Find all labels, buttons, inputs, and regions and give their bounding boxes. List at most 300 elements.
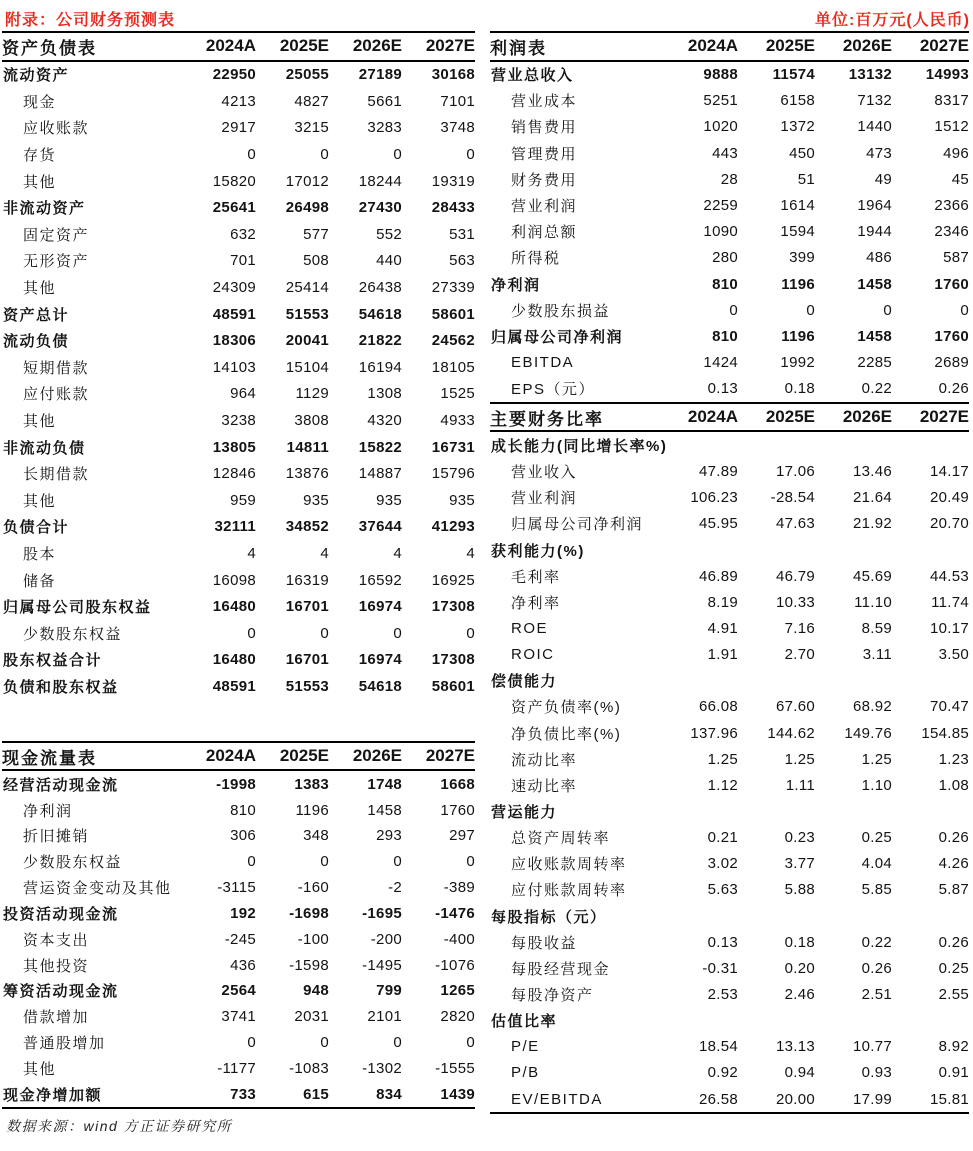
- cash-flow-header: [2, 741, 475, 772]
- cell-value: -100: [297, 930, 329, 948]
- year-column-header: 2024A: [205, 746, 256, 765]
- table-row: [2, 1081, 475, 1107]
- cell-value: 2259: [703, 197, 738, 215]
- table-row: [490, 511, 969, 537]
- cell-value: 4.91: [707, 619, 738, 637]
- cell-value: 8.59: [861, 619, 892, 637]
- cell-value: 1196: [781, 327, 815, 345]
- cell-value: 508: [303, 252, 329, 270]
- cell-value: 11.10: [854, 593, 892, 611]
- cash-flow-table: [2, 741, 477, 1109]
- table-title: 资产负债表: [2, 38, 97, 58]
- cell-value: 1512: [934, 118, 969, 136]
- cell-value: 0.23: [784, 829, 815, 847]
- cell-value: 0.92: [707, 1064, 738, 1082]
- year-column-header: 2025E: [279, 36, 329, 56]
- table-row: [490, 459, 969, 485]
- page-title: 附录：公司财务预测表: [5, 12, 176, 29]
- cell-value: 30168: [431, 66, 475, 84]
- cell-value: 1760: [440, 801, 475, 819]
- table-row: [2, 168, 475, 195]
- cell-value: 1308: [367, 385, 402, 403]
- cell-value: 1424: [703, 354, 738, 372]
- table-row: [2, 62, 475, 89]
- table-row: [2, 567, 475, 594]
- cell-value: 51553: [285, 305, 329, 323]
- row-label: P/E: [511, 1038, 540, 1056]
- row-label: 归属母公司净利润: [491, 328, 624, 346]
- row-label: 筹资活动现金流: [3, 983, 119, 1001]
- row-label: 非流动负债: [3, 439, 86, 457]
- cell-value: 2689: [934, 354, 969, 372]
- cell-value: 14.17: [929, 463, 969, 481]
- cell-value: 18.54: [698, 1038, 738, 1056]
- row-label: 财务费用: [511, 171, 578, 189]
- cell-value: -3115: [217, 879, 256, 897]
- row-label: 利润总额: [511, 224, 578, 242]
- cell-value: 28433: [431, 199, 475, 217]
- row-label: 成长能力(同比增长率%): [491, 438, 668, 455]
- cell-value: 948: [303, 982, 329, 1000]
- cell-value: 810: [712, 327, 738, 345]
- cell-value: 2031: [294, 1008, 329, 1026]
- cell-value: 935: [449, 491, 475, 509]
- cell-value: 2.70: [784, 646, 815, 664]
- cell-value: 3.77: [784, 855, 815, 873]
- cash-flow-body: [2, 771, 475, 1109]
- row-label: 应收账款周转率: [511, 856, 627, 874]
- row-label: EPS（元）: [511, 381, 596, 399]
- row-label: 所得税: [511, 250, 561, 268]
- table-row: [490, 903, 969, 929]
- cell-value: 1.12: [707, 776, 738, 794]
- cell-value: 26498: [285, 199, 329, 217]
- cell-value: 10.33: [775, 593, 815, 611]
- table-row: [490, 271, 969, 297]
- cell-value: 4933: [440, 412, 475, 430]
- row-label: 其他: [23, 173, 57, 191]
- year-column-header: 2026E: [842, 36, 892, 56]
- row-label: 归属母公司股东权益: [3, 599, 152, 617]
- cell-value: 22950: [212, 66, 256, 84]
- cell-value: 149.76: [844, 724, 892, 742]
- cell-value: 1129: [295, 385, 329, 403]
- cell-value: 1525: [440, 385, 475, 403]
- row-label: 资产总计: [3, 306, 70, 324]
- cell-value: 4.26: [938, 855, 969, 873]
- cell-value: 1372: [780, 118, 815, 136]
- cell-value: 20.70: [929, 515, 969, 533]
- table-row: [2, 540, 475, 567]
- cell-value: 16480: [212, 651, 256, 669]
- year-column-header: 2027E: [425, 746, 475, 765]
- cell-value: 0.25: [861, 829, 892, 847]
- source-note: 数据来源：wind 方正证券研究所: [6, 1118, 233, 1135]
- cell-value: -28.54: [770, 489, 815, 507]
- cell-value: 0.26: [861, 959, 892, 977]
- cell-value: 1.25: [784, 750, 815, 768]
- cell-value: 0: [883, 301, 892, 319]
- cell-value: 4213: [221, 92, 256, 110]
- table-row: [490, 297, 969, 323]
- cell-value: 399: [789, 249, 815, 267]
- cell-value: 37644: [358, 518, 402, 536]
- row-label: 每股经营现金: [511, 960, 611, 978]
- cell-value: 17.99: [852, 1090, 892, 1108]
- cell-value: 20041: [285, 332, 329, 350]
- cell-value: 5251: [703, 92, 738, 110]
- cell-value: 16480: [212, 598, 256, 616]
- table-row: [2, 875, 475, 901]
- table-row: [2, 823, 475, 849]
- cell-value: 34852: [285, 518, 329, 536]
- row-label: 少数股东损益: [511, 302, 611, 320]
- ratios-body: [490, 432, 969, 1114]
- cell-value: 24309: [212, 279, 256, 297]
- cell-value: 2564: [221, 982, 256, 1000]
- table-row: [2, 88, 475, 115]
- income-statement-body: [490, 62, 969, 402]
- cell-value: 106.23: [690, 489, 738, 507]
- cell-value: 450: [789, 144, 815, 162]
- table-row: [490, 772, 969, 798]
- cell-value: 58601: [431, 305, 475, 323]
- cell-value: 18306: [212, 332, 256, 350]
- row-label: 每股指标（元）: [491, 908, 607, 926]
- row-label: 净负债比率(%): [511, 725, 622, 743]
- cell-value: 15796: [431, 465, 475, 483]
- table-row: [490, 929, 969, 955]
- table-row: [2, 514, 475, 541]
- table-title: 主要财务比率: [490, 409, 604, 429]
- cell-value: 14993: [925, 66, 969, 84]
- table-row: [490, 88, 969, 114]
- cell-value: 68.92: [852, 698, 892, 716]
- cell-value: 3748: [440, 119, 475, 137]
- table-row: [490, 1008, 969, 1034]
- cell-value: 17308: [431, 651, 475, 669]
- cell-value: 0.91: [938, 1064, 969, 1082]
- cell-value: 6158: [780, 92, 815, 110]
- table-row: [490, 376, 969, 402]
- cell-value: 8.19: [707, 593, 738, 611]
- cell-value: 0: [247, 853, 256, 871]
- table-row: [2, 771, 475, 797]
- ratios-table: [490, 402, 971, 1114]
- row-label: 短期借款: [23, 359, 90, 377]
- cell-value: 26438: [358, 279, 402, 297]
- cell-value: 1265: [440, 982, 475, 1000]
- cell-value: 0.21: [707, 829, 738, 847]
- cell-value: 0: [247, 146, 256, 164]
- cell-value: 2101: [367, 1008, 402, 1026]
- row-label: 每股净资产: [511, 986, 594, 1004]
- row-label: 营业收入: [511, 464, 578, 482]
- cell-value: 3238: [221, 412, 256, 430]
- cell-value: 15.81: [929, 1090, 969, 1108]
- table-row: [490, 323, 969, 349]
- row-label: 其他: [23, 1060, 57, 1078]
- page-header: [0, 0, 973, 31]
- cell-value: 45: [951, 170, 969, 188]
- cell-value: 1594: [780, 223, 815, 241]
- cell-value: 799: [376, 982, 402, 1000]
- cell-value: -1076: [435, 956, 475, 974]
- cell-value: 4.04: [861, 855, 892, 873]
- cell-value: -1598: [289, 956, 329, 974]
- cell-value: -1555: [435, 1059, 475, 1077]
- row-label: 营运资金变动及其他: [23, 880, 172, 898]
- cell-value: 0: [393, 853, 402, 871]
- cell-value: 0: [466, 624, 475, 642]
- cell-value: 26.58: [698, 1090, 738, 1108]
- table-row: [2, 978, 475, 1004]
- cell-value: 2346: [934, 223, 969, 241]
- income-statement-header: [490, 31, 969, 62]
- row-label: 负债合计: [3, 519, 70, 537]
- row-label: 普通股增加: [23, 1035, 106, 1053]
- cell-value: 1383: [294, 775, 329, 793]
- cell-value: 0.26: [938, 380, 969, 398]
- cell-value: 21822: [358, 332, 402, 350]
- table-row: [490, 615, 969, 641]
- table-row: [490, 825, 969, 851]
- cell-value: 70.47: [929, 698, 969, 716]
- row-label: 固定资产: [23, 226, 90, 244]
- cell-value: 443: [712, 144, 738, 162]
- table-row: [490, 1034, 969, 1060]
- cell-value: 10.77: [852, 1038, 892, 1056]
- cell-value: 4827: [294, 92, 329, 110]
- cell-value: 1196: [781, 275, 815, 293]
- cell-value: 13805: [212, 438, 256, 456]
- cell-value: 13876: [285, 465, 329, 483]
- cell-value: -400: [443, 930, 475, 948]
- cell-value: -389: [443, 879, 475, 897]
- table-row: [490, 1086, 969, 1112]
- cell-value: 935: [303, 491, 329, 509]
- year-column-header: 2027E: [919, 407, 969, 427]
- cell-value: -1998: [216, 775, 256, 793]
- cell-value: 3741: [221, 1008, 256, 1026]
- cell-value: 615: [303, 1085, 329, 1103]
- table-row: [490, 642, 969, 668]
- year-column-header: 2024A: [687, 36, 738, 56]
- cell-value: 1.11: [785, 776, 815, 794]
- table-row: [2, 593, 475, 620]
- cell-value: 2.51: [861, 985, 892, 1003]
- table-row: [2, 1056, 475, 1082]
- table-row: [2, 354, 475, 381]
- cell-value: 4320: [367, 412, 402, 430]
- cell-value: 0: [320, 624, 329, 642]
- cell-value: 66.08: [698, 698, 738, 716]
- cell-value: 15822: [358, 438, 402, 456]
- row-label: 净利润: [23, 802, 73, 820]
- cell-value: 1440: [857, 118, 892, 136]
- cell-value: 1.25: [707, 750, 738, 768]
- table-row: [490, 589, 969, 615]
- cell-value: 0.18: [784, 380, 815, 398]
- cell-value: 17.06: [775, 463, 815, 481]
- row-label: P/B: [511, 1064, 540, 1082]
- row-label: 净利率: [511, 594, 561, 612]
- table-row: [490, 877, 969, 903]
- table-title: 利润表: [490, 38, 547, 58]
- cell-value: 25414: [285, 279, 329, 297]
- cell-value: 16319: [285, 571, 329, 589]
- row-label: EBITDA: [511, 354, 575, 372]
- cell-value: 9888: [703, 66, 738, 84]
- cell-value: 440: [376, 252, 402, 270]
- table-row: [2, 434, 475, 461]
- cell-value: 54618: [358, 677, 402, 695]
- row-label: 其他: [23, 492, 57, 510]
- row-label: 存货: [23, 147, 57, 165]
- cell-value: -1476: [435, 904, 475, 922]
- cell-value: 0.93: [861, 1064, 892, 1082]
- cell-value: 632: [230, 225, 256, 243]
- cell-value: 11574: [772, 66, 815, 84]
- row-label: 应收账款: [23, 120, 90, 138]
- cell-value: 8317: [934, 92, 969, 110]
- ratios-header: [490, 402, 969, 433]
- table-row: [490, 245, 969, 271]
- table-row: [2, 797, 475, 823]
- cell-value: 1760: [934, 327, 969, 345]
- cell-value: 47.63: [775, 515, 815, 533]
- table-row: [2, 407, 475, 434]
- cell-value: 16974: [358, 598, 402, 616]
- row-label: 投资活动现金流: [3, 905, 119, 923]
- table-row: [490, 192, 969, 218]
- table-row: [490, 720, 969, 746]
- table-title: 现金流量表: [2, 748, 97, 768]
- row-label: 销售费用: [511, 119, 578, 137]
- cell-value: 1668: [440, 775, 475, 793]
- row-label: 每股收益: [511, 934, 578, 952]
- cell-value: 531: [449, 225, 475, 243]
- table-row: [2, 115, 475, 142]
- cell-value: 16701: [285, 651, 329, 669]
- cell-value: 3.11: [862, 646, 892, 664]
- cell-value: 834: [376, 1085, 402, 1103]
- cell-value: 1196: [295, 801, 329, 819]
- cell-value: -0.31: [702, 959, 738, 977]
- cell-value: 17012: [285, 172, 329, 190]
- cell-value: 20.49: [929, 489, 969, 507]
- cell-value: 18105: [431, 358, 475, 376]
- cell-value: -1495: [362, 956, 402, 974]
- row-label: 管理费用: [511, 145, 578, 163]
- balance-sheet-body: [2, 62, 475, 700]
- cell-value: 306: [230, 827, 256, 845]
- cell-value: 16098: [212, 571, 256, 589]
- cell-value: 0.13: [707, 380, 738, 398]
- cell-value: 10.17: [929, 619, 969, 637]
- table-row: [2, 301, 475, 328]
- table-row: [2, 274, 475, 301]
- cell-value: -200: [370, 930, 402, 948]
- cell-value: 473: [866, 144, 892, 162]
- table-row: [490, 62, 969, 88]
- row-label: 流动比率: [511, 751, 578, 769]
- cell-value: 348: [303, 827, 329, 845]
- cell-value: 4: [466, 544, 475, 562]
- table-row: [2, 900, 475, 926]
- cell-value: 0.20: [784, 959, 815, 977]
- cell-value: 2285: [857, 354, 892, 372]
- cell-value: 0: [247, 624, 256, 642]
- row-label: ROE: [511, 619, 549, 637]
- cell-value: 0: [320, 146, 329, 164]
- row-label: 归属母公司净利润: [511, 516, 644, 534]
- cell-value: 15820: [212, 172, 256, 190]
- cell-value: -1695: [362, 904, 402, 922]
- cell-value: 0: [466, 146, 475, 164]
- cell-value: 0.22: [861, 380, 892, 398]
- row-label: 营运能力: [491, 803, 558, 821]
- table-columns: [0, 31, 973, 1136]
- cell-value: 0.26: [938, 829, 969, 847]
- cell-value: 1458: [367, 801, 402, 819]
- cell-value: -245: [224, 930, 256, 948]
- row-label: 少数股东权益: [23, 625, 123, 643]
- cell-value: 45.95: [698, 515, 738, 533]
- table-row: [2, 221, 475, 248]
- cell-value: 1614: [780, 197, 815, 215]
- table-row: [2, 926, 475, 952]
- balance-sheet-table: [2, 31, 477, 700]
- cell-value: 4: [320, 544, 329, 562]
- cell-value: 28: [720, 170, 738, 188]
- row-label: 其他: [23, 280, 57, 298]
- cell-value: 1458: [857, 327, 892, 345]
- year-column-header: 2025E: [765, 36, 815, 56]
- cell-value: 1760: [934, 275, 969, 293]
- cell-value: 563: [449, 252, 475, 270]
- row-label: 股东权益合计: [3, 652, 103, 670]
- table-row: [2, 460, 475, 487]
- cell-value: 27189: [358, 66, 402, 84]
- cell-value: 552: [376, 225, 402, 243]
- cell-value: 1944: [857, 223, 892, 241]
- cell-value: 41293: [431, 518, 475, 536]
- cell-value: 3808: [294, 412, 329, 430]
- cell-value: 27430: [358, 199, 402, 217]
- cell-value: 46.89: [698, 567, 738, 585]
- table-row: [2, 327, 475, 354]
- cell-value: 0: [806, 301, 815, 319]
- row-label: 应付账款周转率: [511, 882, 627, 900]
- cell-value: 0: [393, 1034, 402, 1052]
- cell-value: 3283: [367, 119, 402, 137]
- year-column-header: 2027E: [425, 36, 475, 56]
- cell-value: 0.13: [707, 933, 738, 951]
- year-column-header: 2027E: [919, 36, 969, 56]
- cell-value: 1.23: [938, 750, 969, 768]
- cell-value: 12846: [212, 465, 256, 483]
- cell-value: 5661: [367, 92, 402, 110]
- cell-value: 137.96: [690, 724, 738, 742]
- cell-value: 4: [393, 544, 402, 562]
- cell-value: 2.55: [938, 985, 969, 1003]
- cell-value: 733: [230, 1085, 256, 1103]
- cell-value: 297: [449, 827, 475, 845]
- cell-value: 5.85: [861, 881, 892, 899]
- cell-value: 8.92: [938, 1038, 969, 1056]
- row-label: 折旧摊销: [23, 828, 90, 846]
